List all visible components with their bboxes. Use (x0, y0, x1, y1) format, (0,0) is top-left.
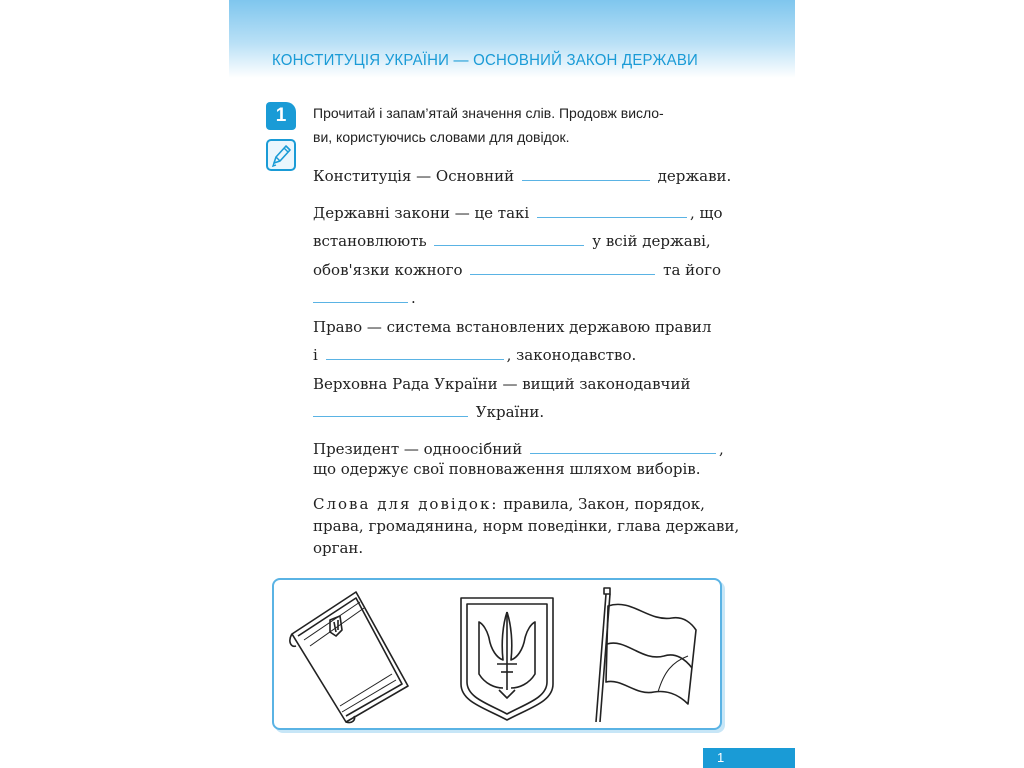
text: у всій державі, (592, 232, 711, 250)
exercise-line-1 (313, 166, 731, 186)
exercise-line-10 (313, 439, 724, 459)
task-instruction (313, 101, 723, 149)
text: . (411, 289, 416, 307)
text: України. (475, 403, 545, 421)
text: Президент — одноосібний (313, 440, 523, 458)
constitution-book-icon (284, 584, 414, 726)
pencil-icon (266, 139, 296, 171)
exercise-line-9 (313, 402, 544, 422)
answer-blank[interactable] (326, 345, 504, 360)
answer-blank[interactable] (313, 288, 408, 303)
answer-blank[interactable] (530, 439, 716, 454)
text: Конституція — Основний (313, 167, 515, 185)
text: що одержує свої повноваження шляхом виборів. (313, 460, 701, 478)
reference-label: Слова для довідок: (313, 495, 499, 513)
exercise-line-3 (313, 231, 711, 251)
reference-words: права, громадянина, норм поведінки, глава держави, (313, 517, 740, 535)
text: , (719, 440, 724, 458)
text: держави. (657, 167, 732, 185)
exercise-line-2 (313, 203, 723, 223)
text: і (313, 346, 318, 364)
coat-of-arms-icon (457, 594, 557, 724)
page-title: КОНСТИТУЦІЯ УКРАЇНИ — ОСНОВНИЙ ЗАКОН ДЕРЖАВИ (272, 51, 699, 70)
exercise-line-7 (313, 345, 636, 365)
exercise-line-5 (313, 288, 416, 308)
answer-blank[interactable] (434, 231, 584, 246)
exercise-line-11 (313, 459, 701, 479)
answer-blank[interactable] (522, 166, 650, 181)
answer-blank[interactable] (537, 203, 687, 218)
text: та його (663, 261, 722, 279)
text: встановлюють (313, 232, 427, 250)
text: , законодавство. (506, 346, 637, 364)
reference-line-2 (313, 516, 739, 536)
text: Державні закони — це такі (313, 204, 530, 222)
answer-blank[interactable] (470, 260, 655, 275)
symbols-illustration (272, 578, 722, 730)
answer-blank[interactable] (313, 402, 468, 417)
workbook-page (229, 0, 795, 768)
task-number-badge: 1 (266, 102, 296, 130)
flag-icon (592, 582, 712, 727)
exercise-line-8 (313, 374, 690, 394)
instruction-line: ви, користуючись словами для довідок. (313, 129, 570, 145)
reference-words: орган. (313, 539, 364, 557)
reference-line-1 (313, 494, 705, 514)
text: обов'язки кожного (313, 261, 463, 279)
text: Право — система встановлених державою правил (313, 318, 712, 336)
exercise-line-4 (313, 260, 721, 280)
text: , що (689, 204, 723, 222)
page-number: 1 (703, 748, 795, 768)
reference-words: правила, Закон, порядок, (503, 495, 705, 513)
text: Верховна Рада України — вищий законодавчий (313, 375, 691, 393)
instruction-line: Прочитай і запам’ятай значення слів. Продовж вислo- (313, 105, 664, 121)
reference-line-3 (313, 538, 363, 558)
exercise-line-6 (313, 317, 711, 337)
